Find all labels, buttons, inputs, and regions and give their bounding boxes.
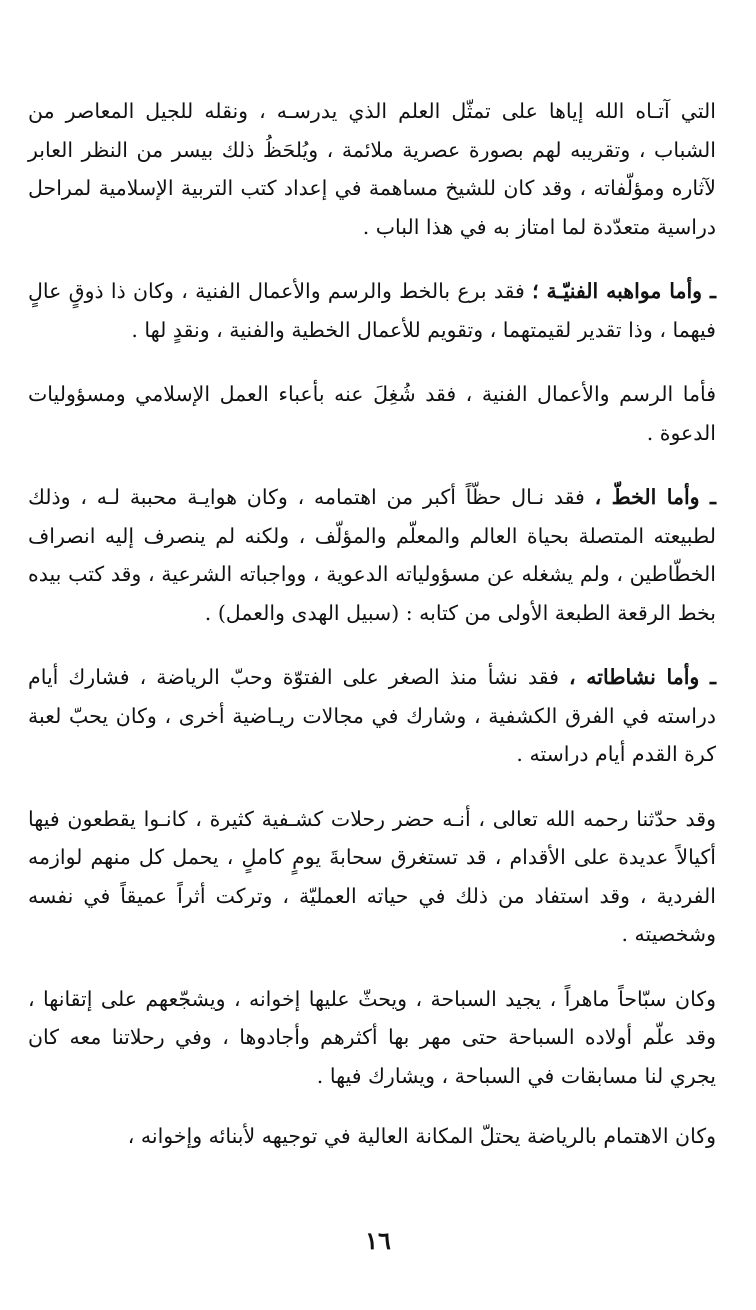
- paragraph-drawing: [28, 375, 716, 452]
- page-body: [28, 92, 716, 1182]
- page-number: ١٦: [365, 1226, 391, 1255]
- paragraph-text: فقد برع بالخط والرسم والأعمال الفنية ، وكان ذا ذوقٍ عالٍ فيهما ، وذا تقدير لقيمتهما ، وتقويم للأعمال الخطية والفنية ، ونقدٍ لها .: [28, 279, 716, 342]
- paragraph-text: فأما الرسم والأعمال الفنية ، فقد شُغِلَ عنه بأعباء العمل الإسلامي ومسؤوليات الدعوة .: [28, 382, 717, 445]
- paragraph-calligraphy: [28, 478, 716, 632]
- paragraph-lead: ـ وأما مواهبه الفنيّـة ؛: [532, 279, 716, 303]
- paragraph-text: وقد حدّثنا رحمه الله تعالى ، أنـه حضر رحلات كشـفية كثيرة ، كانـوا يقطعون فيها أكيالاً عديدة على الأقدام ، قد تستغرق سحابةَ يومٍ كاملٍ ، يحمل كل منهم لوازمه الفردية ، وقد استفاد من ذلك في حياته العمليّة ، وتركت أثراً عميقاً في نفسه وشخصيته .: [28, 806, 716, 946]
- paragraph-lead: ـ وأما الخطّ ،: [594, 485, 716, 509]
- paragraph-swimming: [28, 980, 716, 1096]
- paragraph-text: فقد نشأ منذ الصغر على الفتوّة وحبّ الرياضة ، فشارك أيام دراسته في الفرق الكشفية ، وشارك في مجالات ريـاضية أخرى ، وكان يحبّ لعبة كرة القدم أيام دراسته .: [28, 665, 716, 766]
- paragraph-text: وكان سبّاحاً ماهراً ، يجيد السباحة ، ويحثّ عليها إخوانه ، ويشجّعهم على إتقانها ، وقد علّم أولاده السباحة حتى مهر بها أكثرهم وأجادوها ، وفي رحلاتنا معه كان يجري لنا مسابقات في السباحة ، ويشارك فيها .: [28, 986, 716, 1088]
- paragraph-artistic-talents: [28, 272, 716, 349]
- paragraph-sports-guidance: [28, 1117, 716, 1156]
- paragraph-intro: [28, 92, 716, 246]
- paragraph-lead: ـ وأما نشاطاته ،: [569, 665, 716, 689]
- paragraph-activities: [28, 658, 716, 774]
- paragraph-text: وكان الاهتمام بالرياضة يحتلّ المكانة العالية في توجيهه لأبنائه وإخوانه ،: [127, 1124, 716, 1148]
- paragraph-text: فقد نـال حظّاً أكبر من اهتمامه ، وكان هوايـة محببة لـه ، وذلك لطبيعته المتصلة بحياة العالم والمعلّم والمؤلّف ، ولكنه لم ينصرف إليه انصراف الخطّاطين ، ولم يشغله عن مسؤولياته الدعوية ، وواجباته الشرعية ، وقد كتب بيده بخط الرقعة الطبعة الأولى من كتابه : (سبيل الهدى والعمل) .: [28, 485, 716, 625]
- paragraph-scout-trips: [28, 800, 716, 954]
- paragraph-text: التي آتـاه الله إياها على تمثّل العلم الذي يدرسـه ، ونقله للجيل المعاصر من الشباب ، وتقريبه لهم بصورة عصرية ملائمة ، ويُلحَظُ ذلك بيسر من النظر العابر لآثاره ومؤلّفاته ، وقد كان للشيخ مساهمة في إعداد كتب التربية الإسلامية لمراحل دراسية متعدّدة لما امتاز به في هذا الباب .: [28, 99, 716, 239]
